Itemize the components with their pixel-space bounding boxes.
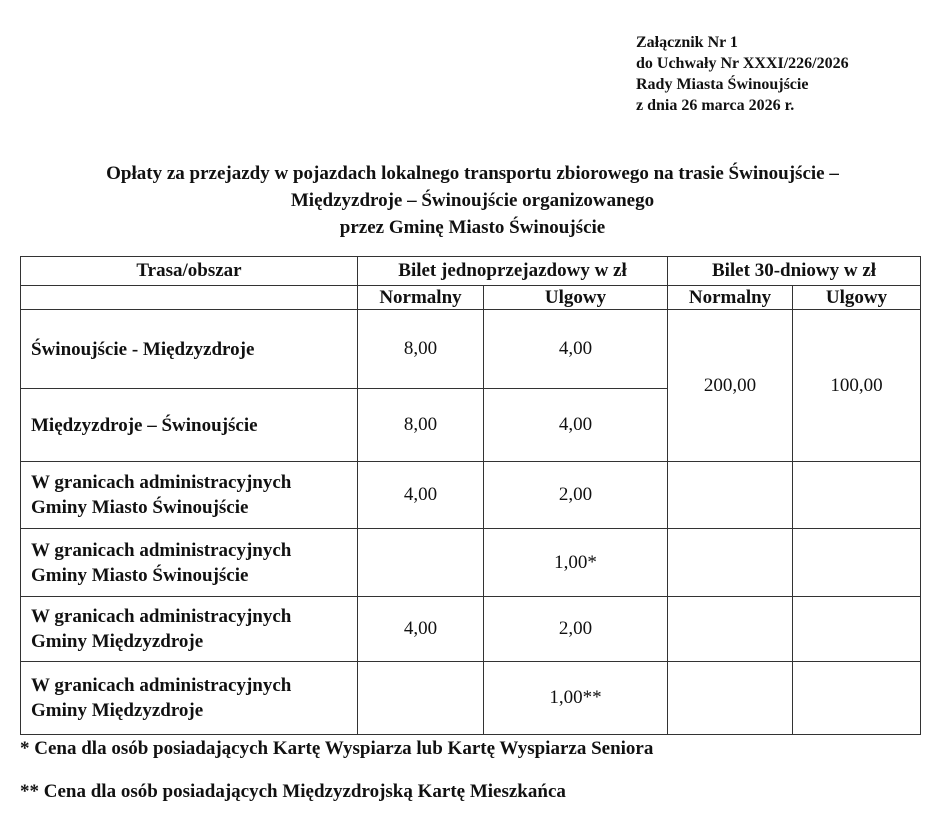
route-cell <box>21 529 358 597</box>
table-row <box>21 310 921 389</box>
monthly-reduced-cell <box>793 529 921 597</box>
route-line: W granicach administracyjnych <box>31 472 292 493</box>
document-title <box>20 160 925 241</box>
route-line: W granicach administracyjnych <box>31 606 292 627</box>
monthly-reduced-shared-cell: 100,00 <box>793 310 921 462</box>
table-header-row <box>21 257 921 286</box>
monthly-normal-cell <box>668 662 793 735</box>
monthly-normal-shared-cell: 200,00 <box>668 310 793 462</box>
header-route-blank <box>21 286 358 310</box>
monthly-normal-cell <box>668 529 793 597</box>
annex-header <box>636 32 849 116</box>
header-monthly-normal: Normalny <box>668 286 793 310</box>
header-route: Trasa/obszar <box>21 257 358 286</box>
route-cell <box>21 462 358 529</box>
single-normal-cell <box>358 529 484 597</box>
route-line: W granicach administracyjnych <box>31 675 292 696</box>
route-line: Gminy Miasto Świnoujście <box>31 564 249 586</box>
title-line: Międzyzdroje – Świnoujście organizowanego <box>290 190 655 211</box>
single-normal-cell: 8,00 <box>358 389 484 462</box>
single-reduced-cell: 4,00 <box>484 389 668 462</box>
route-cell: Międzyzdroje – Świnoujście <box>21 389 358 462</box>
single-reduced-cell: 1,00** <box>484 662 668 735</box>
table-row <box>21 662 921 735</box>
route-line: Gminy Międzyzdroje <box>31 700 204 721</box>
monthly-normal-cell <box>668 462 793 529</box>
header-single-normal: Normalny <box>358 286 484 310</box>
single-reduced-cell: 4,00 <box>484 310 668 389</box>
single-reduced-cell: 2,00 <box>484 597 668 662</box>
monthly-reduced-cell <box>793 597 921 662</box>
single-normal-cell: 8,00 <box>358 310 484 389</box>
fees-table <box>20 256 921 735</box>
header-single-ticket: Bilet jednoprzejazdowy w zł <box>358 257 668 286</box>
single-reduced-cell: 1,00* <box>484 529 668 597</box>
header-monthly-reduced: Ulgowy <box>793 286 921 310</box>
title-line: Opłaty za przejazdy w pojazdach lokalnego transportu zbiorowego na trasie Świnoujście – <box>106 163 839 184</box>
annex-line: z dnia 26 marca 2026 r. <box>636 97 795 114</box>
monthly-reduced-cell <box>793 662 921 735</box>
monthly-normal-cell <box>668 597 793 662</box>
header-monthly-ticket: Bilet 30-dniowy w zł <box>668 257 921 286</box>
single-normal-cell: 4,00 <box>358 597 484 662</box>
table-row <box>21 462 921 529</box>
route-line: W granicach administracyjnych <box>31 539 292 561</box>
annex-line: do Uchwały Nr XXXI/226/2026 <box>636 55 849 72</box>
annex-line: Załącznik Nr 1 <box>636 34 738 51</box>
header-single-reduced: Ulgowy <box>484 286 668 310</box>
table-row <box>21 529 921 597</box>
route-cell: Świnoujście - Międzyzdroje <box>21 310 358 389</box>
title-line: przez Gminę Miasto Świnoujście <box>339 217 606 238</box>
single-normal-cell: 4,00 <box>358 462 484 529</box>
route-line: Gminy Miasto Świnoujście <box>31 497 249 518</box>
footnote-resident-card: ** Cena dla osób posiadających Międzyzdrojską Kartę Mieszkańca <box>20 781 566 802</box>
footnote-island-card: * Cena dla osób posiadających Kartę Wyspiarza lub Kartę Wyspiarza Seniora <box>20 738 654 759</box>
route-line: Gminy Międzyzdroje <box>31 631 204 652</box>
single-reduced-cell: 2,00 <box>484 462 668 529</box>
single-normal-cell <box>358 662 484 735</box>
table-row <box>21 597 921 662</box>
route-cell <box>21 662 358 735</box>
route-cell <box>21 597 358 662</box>
annex-line: Rady Miasta Świnoujście <box>636 76 809 93</box>
table-subheader-row <box>21 286 921 310</box>
monthly-reduced-cell <box>793 462 921 529</box>
